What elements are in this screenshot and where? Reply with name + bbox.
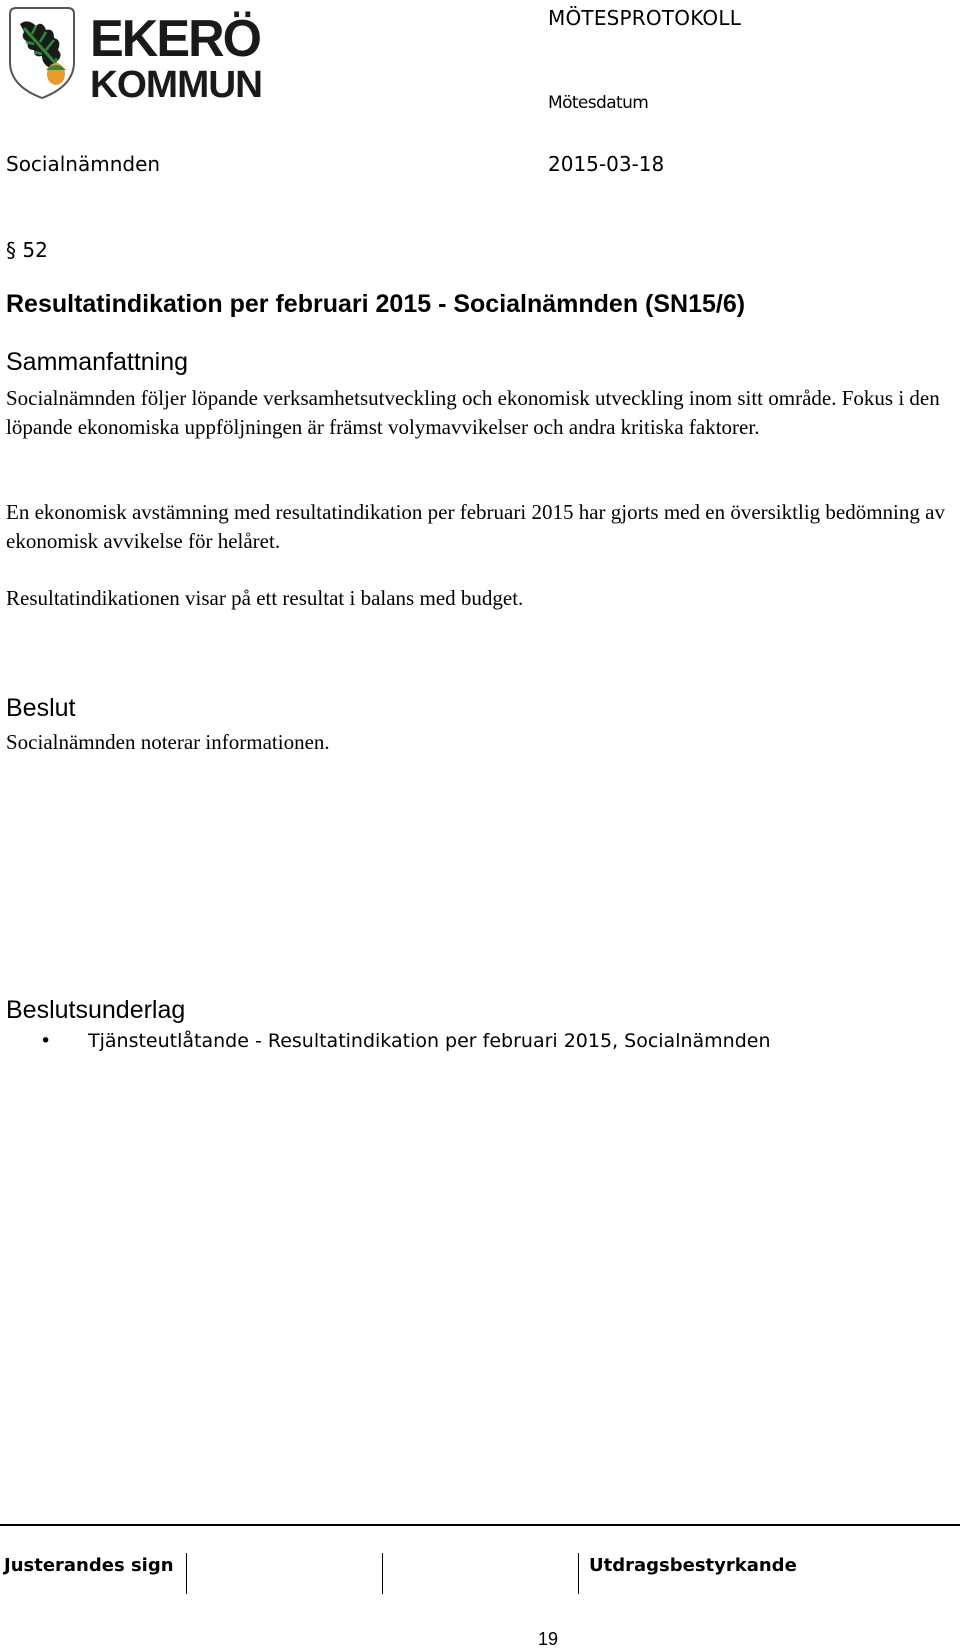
summary-paragraph: En ekonomisk avstämning med resultatindikation per februari 2015 har gjorts med en översiktlig bedömning av ekonomisk avvikelse för helåret. <box>6 500 945 553</box>
decision-heading: Beslut <box>6 694 76 722</box>
summary-heading: Sammanfattning <box>6 348 189 376</box>
bullet-icon: • <box>40 1030 52 1052</box>
summary-paragraph: Resultatindikationen visar på ett resultat i balans med budget. <box>6 586 524 610</box>
document-type: MÖTESPROTOKOLL <box>548 6 742 30</box>
decision-text: Socialnämnden noterar informationen. <box>6 730 330 754</box>
page-number: 19 <box>538 1629 559 1649</box>
signature-field-divider <box>578 1553 579 1594</box>
svg-text:KOMMUN: KOMMUN <box>90 64 262 102</box>
meeting-date-label: Mötesdatum <box>548 93 649 113</box>
certification-label: Utdragsbestyrkande <box>589 1555 797 1576</box>
ekero-kommun-logo <box>6 4 276 102</box>
decision-basis-item: Tjänsteutlåtande - Resultatindikation per februari 2015, Socialnämnden <box>88 1030 771 1052</box>
decision-basis-list <box>40 1030 771 1052</box>
municipal-crest-icon <box>6 4 276 102</box>
summary-paragraph: Socialnämnden följer löpande verksamhetsutveckling och ekonomisk utveckling inom sitt område. Fokus i den löpande ekonomiska uppföljningen är främst volymavvikelser och andra kritiska faktorer. <box>6 386 940 439</box>
paragraph-number: § 52 <box>6 238 48 262</box>
decision-basis-heading: Beslutsunderlag <box>6 996 186 1024</box>
svg-text:EKERÖ: EKERÖ <box>90 10 261 68</box>
item-title: Resultatindikation per februari 2015 - Socialnämnden (SN15/6) <box>6 290 746 318</box>
list-item <box>40 1030 771 1052</box>
signature-label: Justerandes sign <box>4 1555 174 1576</box>
signature-field-divider <box>382 1553 383 1594</box>
signature-field-divider <box>186 1553 187 1594</box>
footer-divider <box>0 1524 960 1526</box>
meeting-date: 2015-03-18 <box>548 152 665 176</box>
board-name: Socialnämnden <box>6 152 161 176</box>
